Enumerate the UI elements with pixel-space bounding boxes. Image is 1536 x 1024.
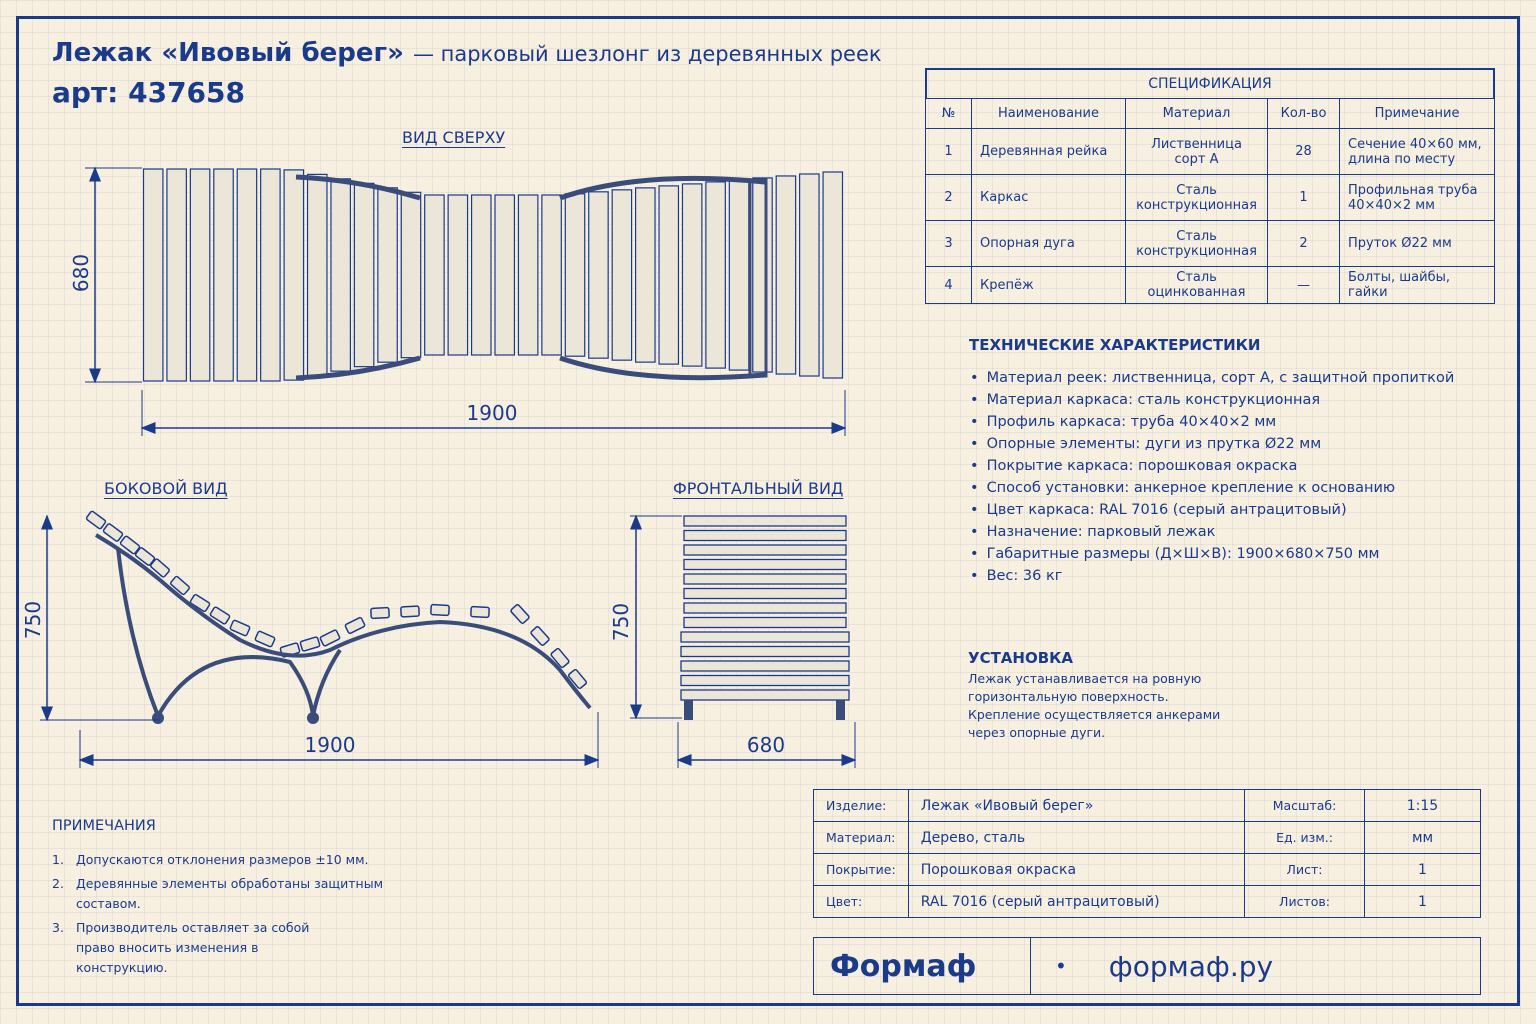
list-item	[52, 918, 416, 978]
list-item: • Назначение: парковый лежак	[970, 521, 1454, 543]
stamp-label: Покрытие:	[814, 854, 909, 886]
note-text: Производитель оставляет за собой право вносить изменения в конструкцию.	[76, 920, 310, 975]
spec-cell-name: Опорная дуга	[972, 221, 1126, 267]
spec-cell-qty: 1	[1268, 175, 1340, 221]
slat	[401, 606, 419, 617]
front-view	[681, 516, 849, 700]
note-text: Деревянные элементы обработаны защитным составом.	[76, 876, 384, 911]
specification-table	[925, 68, 1495, 304]
note-number: 3.	[52, 920, 64, 935]
slat	[144, 169, 163, 381]
list-item	[52, 850, 416, 870]
list-item: • Профиль каркаса: труба 40×40×2 мм	[970, 411, 1454, 433]
slat	[320, 630, 341, 647]
slat	[237, 169, 256, 381]
stamp-value: 1:15	[1365, 790, 1481, 822]
slat	[684, 516, 846, 526]
stamp-label: Ед. изм.:	[1245, 822, 1365, 854]
slat	[530, 626, 550, 646]
top-view	[144, 169, 843, 381]
table-row	[814, 790, 1481, 822]
slat	[684, 589, 846, 599]
table-row	[814, 854, 1481, 886]
slat	[308, 174, 327, 375]
table-row	[814, 822, 1481, 854]
list-item: • Цвет каркаса: RAL 7016 (серый антрацитовый)	[970, 499, 1454, 521]
slat	[636, 188, 655, 362]
front-leg	[836, 700, 845, 720]
slat	[255, 631, 276, 647]
list-item: • Опорные элементы: дуги из прутка Ø22 мм	[970, 433, 1454, 455]
slat	[448, 195, 467, 355]
slat	[495, 195, 514, 355]
side-dim-height: 750	[21, 600, 45, 640]
spec-header-note: Примечание	[1340, 99, 1495, 129]
front-dim-width: 680	[746, 733, 786, 757]
table-row	[926, 175, 1495, 221]
slat	[378, 188, 397, 362]
list-item: • Габаритные размеры (Д×Ш×В): 1900×680×750 мм	[970, 543, 1454, 565]
side-dim-length: 1900	[304, 733, 356, 757]
slat	[681, 661, 849, 671]
spec-cell-qty: —	[1268, 267, 1340, 304]
notes-heading: ПРИМЕЧАНИЯ	[52, 818, 156, 834]
slat	[167, 169, 186, 381]
slat	[401, 192, 420, 357]
slat	[471, 607, 489, 618]
install-text: Лежак устанавливается на ровную горизонтальную поверхность. Крепление осуществляется анкерами через опорные дуги.	[968, 671, 1221, 740]
stamp-value: Порошковая окраска	[908, 854, 1244, 886]
stamp-label: Листов:	[1245, 886, 1365, 918]
spec-header-name: Наименование	[972, 99, 1126, 129]
slat	[190, 169, 209, 381]
slat	[331, 179, 350, 371]
slat	[684, 618, 846, 628]
spec-header-qty: Кол-во	[1268, 99, 1340, 129]
slat	[684, 545, 846, 555]
slat	[589, 192, 608, 358]
slat	[542, 195, 561, 355]
list-item: • Вес: 36 кг	[970, 565, 1454, 587]
slat	[431, 605, 449, 616]
side-frame-rail	[96, 535, 590, 708]
spec-cell-name: Крепёж	[972, 267, 1126, 304]
front-view-label: ФРОНТАЛЬНЫЙ ВИД	[673, 479, 844, 498]
brand-separator: •	[1055, 954, 1067, 978]
article-number: арт: 437658	[52, 76, 246, 109]
spec-cell-qty: 2	[1268, 221, 1340, 267]
note-number: 1.	[52, 852, 64, 867]
spec-header-material: Материал	[1126, 99, 1268, 129]
slat	[86, 511, 106, 530]
stamp-value: Лежак «Ивовый берег»	[908, 790, 1244, 822]
table-row	[926, 221, 1495, 267]
slat	[684, 531, 846, 541]
slat	[706, 182, 725, 368]
spec-cell-name: Деревянная рейка	[972, 129, 1126, 175]
slat	[425, 195, 444, 355]
list-item: • Материал каркаса: сталь конструкционная	[970, 389, 1454, 411]
product-name: Лежак «Ивовый берег»	[52, 38, 404, 68]
slat	[510, 604, 530, 624]
slat	[659, 186, 678, 364]
list-item: • Способ установки: анкерное крепление к основанию	[970, 477, 1454, 499]
spec-cell-note: Пруток Ø22 мм	[1340, 221, 1495, 267]
title-block	[813, 789, 1481, 918]
spec-cell-num: 1	[926, 129, 972, 175]
slat	[300, 637, 320, 652]
slat	[800, 174, 819, 376]
spec-caption: СПЕЦИФИКАЦИЯ	[925, 68, 1495, 98]
top-dim-width: 680	[69, 253, 93, 293]
stamp-label: Изделие:	[814, 790, 909, 822]
notes-list	[52, 850, 416, 982]
slat	[729, 180, 748, 370]
slat	[681, 632, 849, 642]
spec-cell-material: Сталь оцинкованная	[1126, 267, 1268, 304]
spec-cell-qty: 28	[1268, 129, 1340, 175]
table-row	[926, 129, 1495, 175]
slat	[518, 195, 537, 355]
slat	[345, 617, 366, 634]
side-view	[86, 511, 587, 689]
list-item: • Материал реек: лиственница, сорт А, с защитной пропиткой	[970, 367, 1454, 389]
top-view-label: ВИД СВЕРХУ	[402, 128, 506, 147]
install-heading: УСТАНОВКА	[968, 649, 1074, 667]
stamp-value: мм	[1365, 822, 1481, 854]
front-leg	[684, 700, 693, 720]
slat	[681, 690, 849, 700]
slat	[684, 560, 846, 570]
spec-cell-num: 2	[926, 175, 972, 221]
slat	[565, 194, 584, 356]
product-subtitle: — парковый шезлонг из деревянных реек	[412, 42, 882, 66]
stamp-label: Масштаб:	[1245, 790, 1365, 822]
anchor-foot	[152, 712, 164, 724]
stamp-value: Дерево, сталь	[908, 822, 1244, 854]
stamp-value: RAL 7016 (серый антрацитовый)	[908, 886, 1244, 918]
stamp-value: 1	[1365, 854, 1481, 886]
anchor-foot	[307, 712, 319, 724]
list-item: • Покрытие каркаса: порошковая окраска	[970, 455, 1454, 477]
spec-cell-name: Каркас	[972, 175, 1126, 221]
table-row	[814, 886, 1481, 918]
slat	[684, 603, 846, 613]
slat	[354, 183, 373, 366]
list-item	[52, 874, 416, 914]
tech-heading: ТЕХНИЧЕСКИЕ ХАРАКТЕРИСТИКИ	[969, 336, 1261, 354]
stamp-value: 1	[1365, 886, 1481, 918]
side-view-label: БОКОВОЙ ВИД	[104, 479, 228, 498]
slat	[681, 647, 849, 657]
spec-cell-material: Лиственница сорт А	[1126, 129, 1268, 175]
note-number: 2.	[52, 876, 64, 891]
brand-block	[813, 937, 1481, 995]
spec-cell-material: Сталь конструкционная	[1126, 175, 1268, 221]
brand-name: Формаф	[814, 938, 1031, 994]
slat	[371, 608, 389, 619]
tech-list	[970, 367, 1454, 587]
top-dim-length: 1900	[466, 401, 518, 425]
slat	[284, 170, 303, 380]
stamp-label: Цвет:	[814, 886, 909, 918]
slat	[684, 574, 846, 584]
note-text: Допускаются отклонения размеров ±10 мм.	[76, 852, 369, 867]
brand-url[interactable]: формаф.ру	[1108, 949, 1274, 983]
slat	[753, 178, 772, 372]
front-dim-height: 750	[609, 602, 633, 642]
slat	[682, 184, 701, 366]
spec-cell-note: Болты, шайбы, гайки	[1340, 267, 1495, 304]
side-support-arc	[158, 650, 340, 716]
table-row	[926, 267, 1495, 304]
slat	[261, 169, 280, 381]
spec-cell-note: Сечение 40×60 мм, длина по месту	[1340, 129, 1495, 175]
spec-cell-note: Профильная труба 40×40×2 мм	[1340, 175, 1495, 221]
slat	[214, 169, 233, 381]
slat	[681, 676, 849, 686]
stamp-label: Материал:	[814, 822, 909, 854]
slat	[472, 195, 491, 355]
slat	[776, 176, 795, 374]
spec-header-num: №	[926, 99, 972, 129]
slat	[612, 190, 631, 360]
slat	[823, 172, 842, 378]
stamp-label: Лист:	[1245, 854, 1365, 886]
spec-cell-num: 4	[926, 267, 972, 304]
spec-cell-material: Сталь конструкционная	[1126, 221, 1268, 267]
spec-cell-num: 3	[926, 221, 972, 267]
